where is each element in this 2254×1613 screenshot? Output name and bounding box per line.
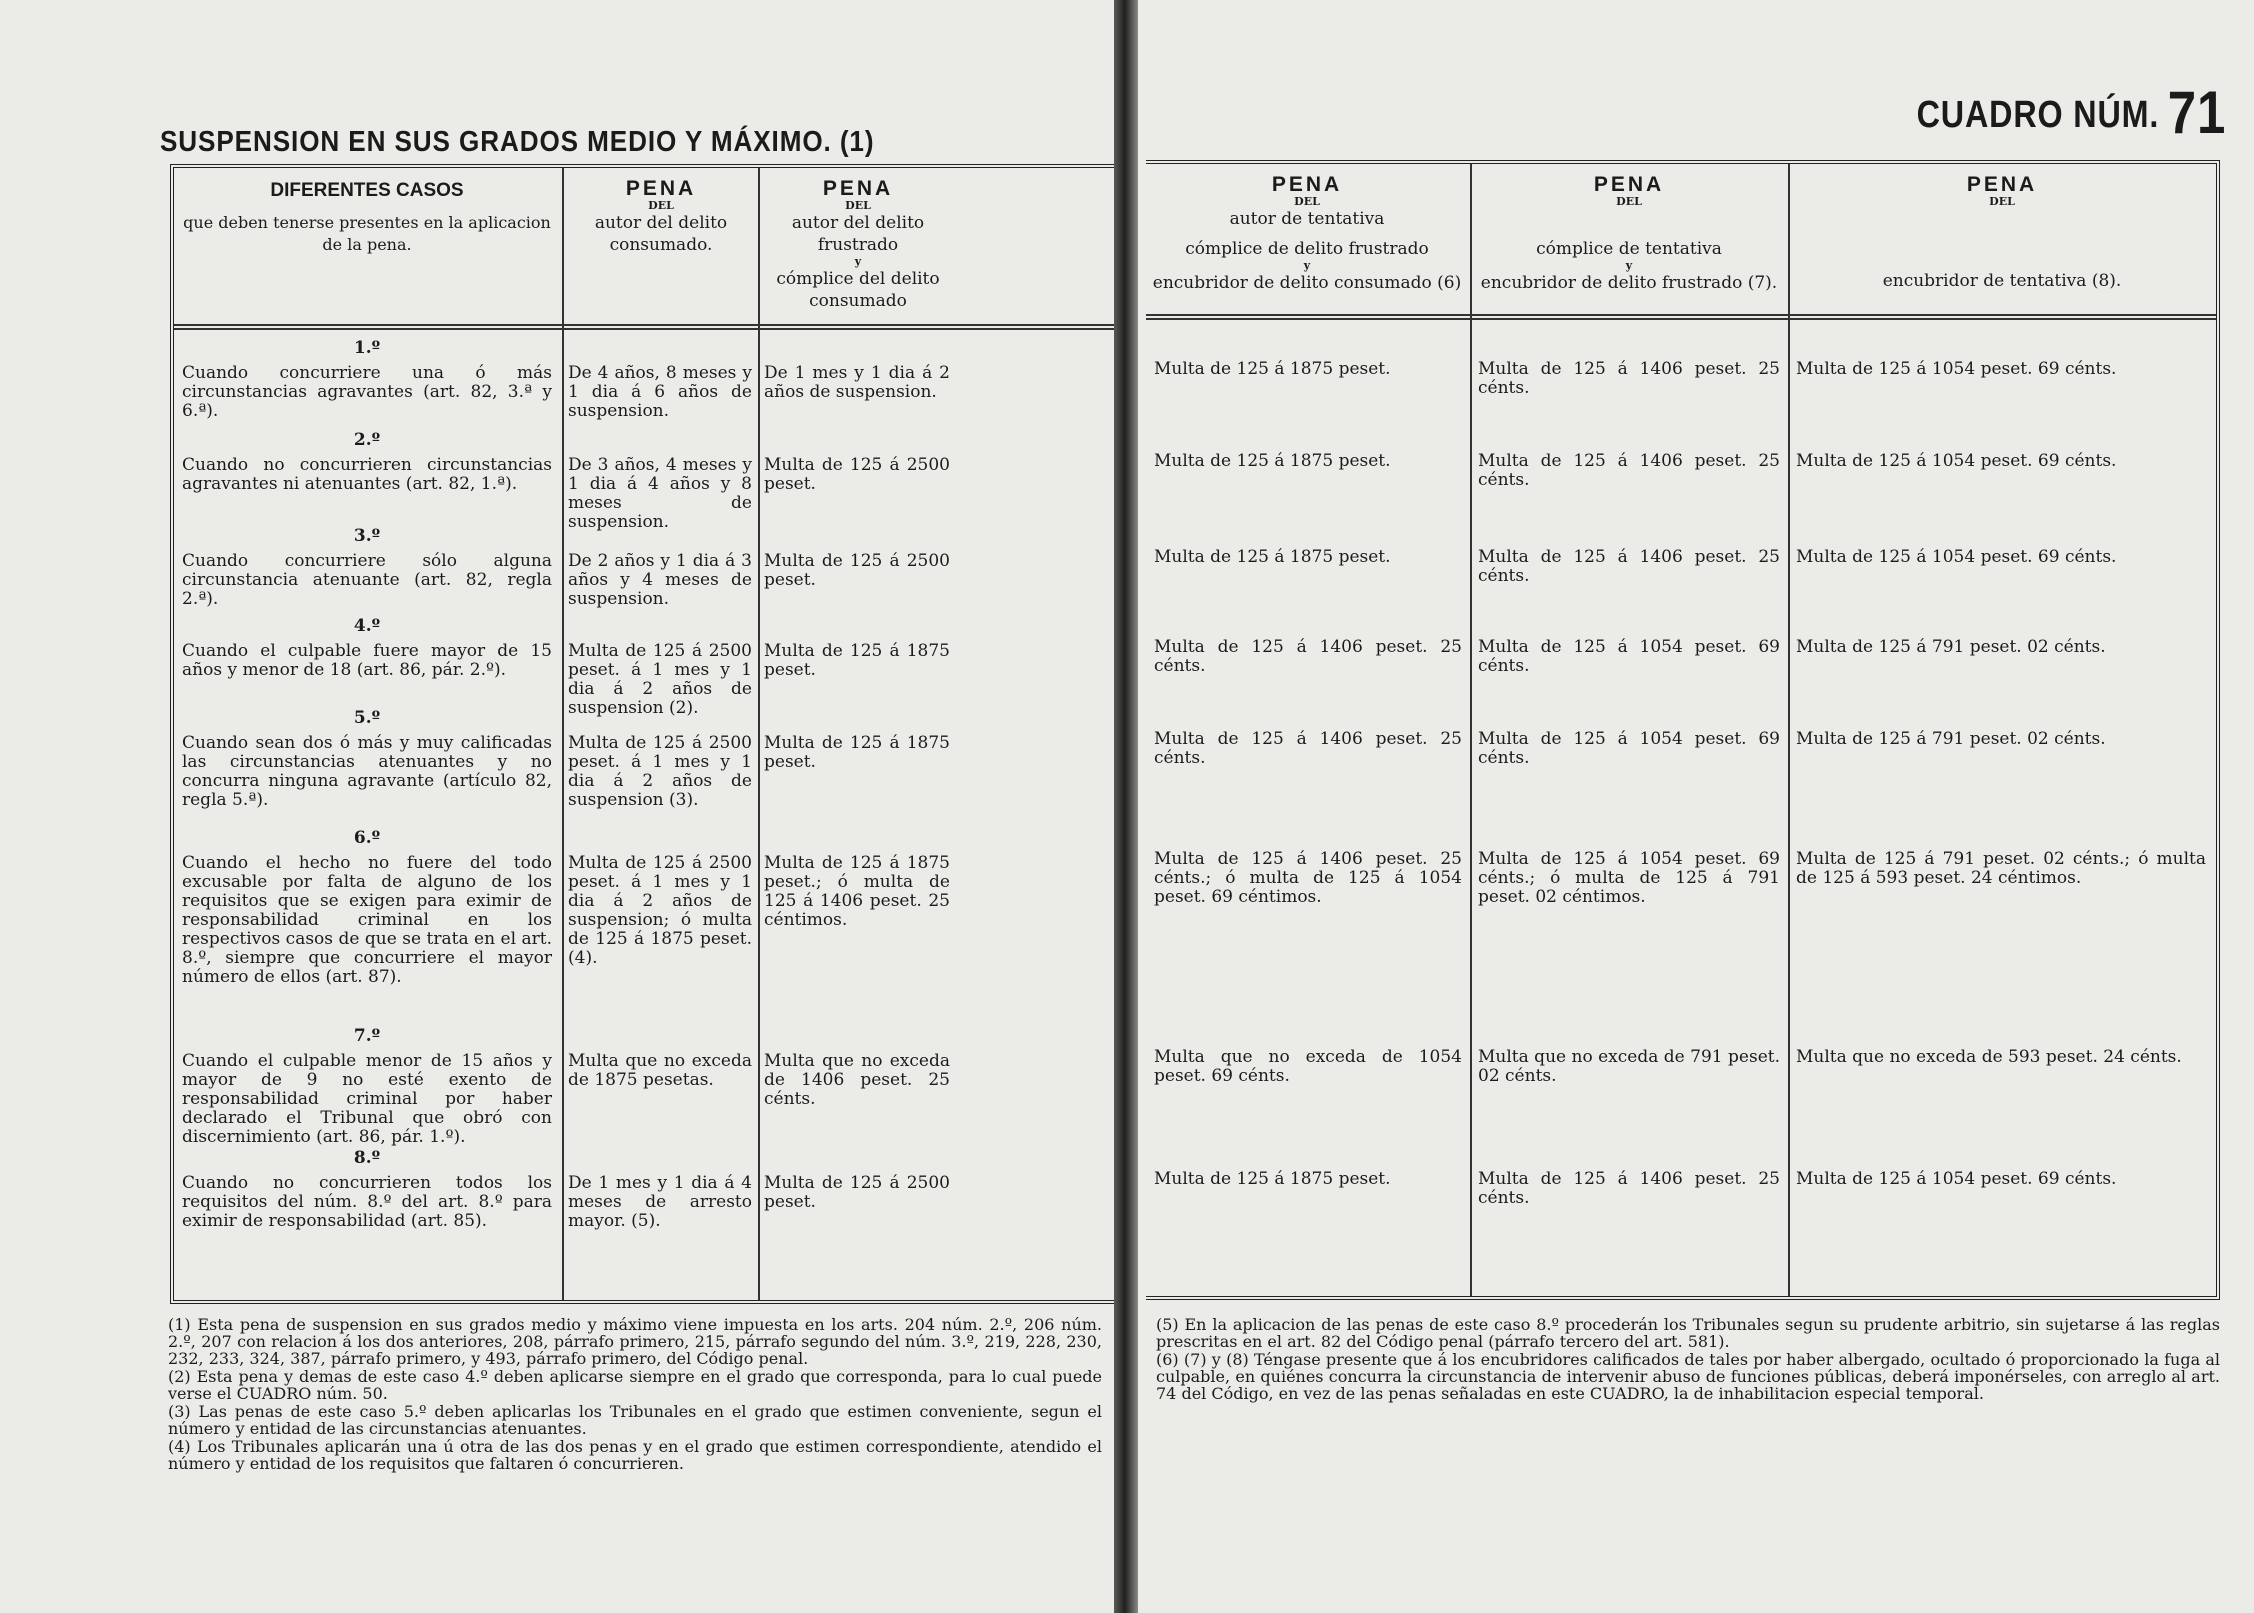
pena-autor-consumado: Multa de 125 á 2500 peset. á 1 mes y 1 dia á 2 años de suspension; ó multa de 125 á 1875 peset. (4).	[568, 853, 752, 968]
caso-description: Cuando el hecho no fuere del todo excusable por falta de alguno de los requisitos que se exigen para eximir de responsabilidad criminal en los respectivos casos de que se trata en el art. 8.º, siempre que concurriere el mayor número de ellos (art. 87).	[182, 853, 552, 987]
caso-description: Cuando concurriere sólo alguna circunstancia atenuante (art. 82, regla 2.ª).	[182, 551, 552, 609]
pena-autor-frustrado: Multa de 125 á 1875 peset.	[764, 733, 950, 772]
caso-number: 1.º	[353, 338, 381, 358]
pena-complice-tentativa: Multa de 125 á 1406 peset. 25 cénts.	[1478, 359, 1780, 398]
del-label: DEL	[648, 199, 674, 212]
pena-tentativa: Multa que no exceda de 1054 peset. 69 cénts.	[1154, 1047, 1462, 1086]
header-col2	[762, 178, 954, 312]
pena-label: PENA	[1271, 173, 1343, 196]
pena-autor-consumado: De 2 años y 1 dia á 3 años y 4 meses de suspension.	[568, 551, 752, 609]
pena-tentativa: Multa de 125 á 1406 peset. 25 cénts.	[1154, 637, 1462, 676]
page-title: SUSPENSION EN SUS GRADOS MEDIO Y MÁXIMO. (1)	[160, 126, 875, 158]
pena-encubridor-tentativa: Multa que no exceda de 593 peset. 24 cénts.	[1796, 1047, 2182, 1067]
pena-complice-tentativa: Multa de 125 á 1054 peset. 69 cénts.	[1478, 729, 1780, 768]
header-col4	[1472, 174, 1786, 294]
pena-autor-consumado: De 3 años, 4 meses y 1 dia á 4 años y 8 meses de suspension.	[568, 455, 752, 532]
pena-tentativa: Multa de 125 á 1406 peset. 25 cénts.	[1154, 729, 1462, 768]
pena-autor-frustrado: Multa de 125 á 1875 peset.	[764, 641, 950, 680]
left-page	[0, 0, 1114, 1613]
y-label: y	[854, 255, 862, 268]
pena-tentativa: Multa de 125 á 1406 peset. 25 cénts.; ó multa de 125 á 1054 peset. 69 céntimos.	[1154, 849, 1462, 907]
header-casos	[178, 180, 556, 256]
pena-encubridor-tentativa: Multa de 125 á 791 peset. 02 cénts.; ó multa de 125 á 593 peset. 24 céntimos.	[1796, 849, 2206, 888]
pena-autor-consumado: De 1 mes y 1 dia á 4 meses de arresto mayor. (5).	[568, 1173, 752, 1231]
caso-description: Cuando el culpable menor de 15 años y mayor de 9 no esté exento de responsabilidad criminal por haber declarado el Tribunal que obró con discernimiento (art. 86, pár. 1.º).	[182, 1051, 552, 1147]
y-label: y	[1303, 259, 1311, 272]
cuadro-num: 71	[2167, 79, 2226, 146]
penalty-table-left	[170, 164, 1114, 1304]
col1-label: autor del delito consumado.	[594, 213, 728, 255]
col3-label-c: encubridor de delito consumado (6)	[1152, 273, 1462, 293]
casos-subtitle: que deben tenerse presentes en la aplicacion de la pena.	[183, 213, 551, 254]
col3-label-b: cómplice de delito frustrado	[1185, 239, 1429, 259]
del-label: DEL	[1616, 195, 1642, 208]
del-label: DEL	[845, 199, 871, 212]
pena-autor-frustrado: Multa de 125 á 2500 peset.	[764, 1173, 950, 1212]
caso-number: 2.º	[353, 430, 381, 450]
col4-label-b: cómplice de tentativa	[1536, 239, 1722, 259]
footnote: (1) Esta pena de suspension en sus grados medio y máximo viene impuesta en los arts. 204 núm. 2.º, 206 núm. 2.º, 207 con relacion á los dos anteriores, 208, párrafo primero, 215, párrafo segundo del núm. 3.º, 219, 228, 230, 232, 233, 324, 387, párrafo primero, y 493, párrafo primero, del Código penal.	[168, 1315, 1102, 1368]
pena-complice-tentativa: Multa que no exceda de 791 peset. 02 cénts.	[1478, 1047, 1780, 1086]
col4-label-c: encubridor de delito frustrado (7).	[1480, 273, 1778, 293]
pena-autor-frustrado: De 1 mes y 1 dia á 2 años de suspension.	[764, 363, 950, 402]
penalty-table-right	[1146, 160, 2220, 1300]
caso-description: Cuando no concurrieren circunstancias agravantes ni atenuantes (art. 82, 1.ª).	[182, 455, 552, 494]
del-label: DEL	[1294, 195, 1320, 208]
pena-tentativa: Multa de 125 á 1875 peset.	[1154, 359, 1391, 379]
pena-label: PENA	[1593, 173, 1665, 196]
col2-label-a: autor del delito frustrado	[791, 213, 925, 255]
pena-encubridor-tentativa: Multa de 125 á 1054 peset. 69 cénts.	[1796, 1169, 2117, 1189]
caso-description: Cuando el culpable fuere mayor de 15 años y menor de 18 (art. 86, pár. 2.º).	[182, 641, 552, 680]
pena-label: PENA	[1966, 173, 2038, 196]
cuadro-label: CUADRO NÚM.	[1916, 94, 2160, 136]
col2-label-b: cómplice del delito consumado	[776, 269, 940, 311]
pena-tentativa: Multa de 125 á 1875 peset.	[1154, 1169, 1391, 1189]
pena-encubridor-tentativa: Multa de 125 á 1054 peset. 69 cénts.	[1796, 547, 2117, 567]
pena-encubridor-tentativa: Multa de 125 á 1054 peset. 69 cénts.	[1796, 359, 2117, 379]
footnote: (2) Esta pena y demas de este caso 4.º deben aplicarse siempre en el grado que corresponda, para lo cual puede verse el CUADRO núm. 50.	[168, 1367, 1102, 1403]
col3-label-a: autor de tentativa	[1229, 209, 1385, 229]
book-gutter	[1114, 0, 1138, 1613]
pena-encubridor-tentativa: Multa de 125 á 1054 peset. 69 cénts.	[1796, 451, 2117, 471]
cuadro-number	[1916, 72, 2226, 146]
pena-tentativa: Multa de 125 á 1875 peset.	[1154, 451, 1391, 471]
caso-number: 3.º	[353, 526, 381, 546]
pena-autor-frustrado: Multa que no exceda de 1406 peset. 25 cénts.	[764, 1051, 950, 1109]
pena-complice-tentativa: Multa de 125 á 1054 peset. 69 cénts.	[1478, 637, 1780, 676]
pena-encubridor-tentativa: Multa de 125 á 791 peset. 02 cénts.	[1796, 729, 2106, 749]
pena-complice-tentativa: Multa de 125 á 1406 peset. 25 cénts.	[1478, 451, 1780, 490]
caso-description: Cuando no concurrieren todos los requisitos del núm. 8.º del art. 8.º para eximir de responsabilidad (art. 85).	[182, 1173, 552, 1231]
pena-autor-frustrado: Multa de 125 á 1875 peset.; ó multa de 125 á 1406 peset. 25 céntimos.	[764, 853, 950, 930]
pena-autor-consumado: Multa de 125 á 2500 peset. á 1 mes y 1 dia á 2 años de suspension (3).	[568, 733, 752, 810]
pena-complice-tentativa: Multa de 125 á 1406 peset. 25 cénts.	[1478, 1169, 1780, 1208]
footnotes-left	[168, 1316, 1102, 1473]
caso-number: 6.º	[353, 828, 381, 848]
header-col5	[1790, 174, 2214, 292]
header-col3	[1146, 174, 1468, 294]
pena-tentativa: Multa de 125 á 1875 peset.	[1154, 547, 1391, 567]
caso-number: 7.º	[353, 1026, 381, 1046]
pena-label: PENA	[822, 177, 894, 200]
footnotes-right	[1156, 1316, 2220, 1403]
casos-title: DIFERENTES CASOS	[270, 180, 464, 201]
pena-complice-tentativa: Multa de 125 á 1406 peset. 25 cénts.	[1478, 547, 1780, 586]
footnote: (4) Los Tribunales aplicarán una ú otra de las dos penas y en el grado que estimen correspondiente, atendido el número y entidad de los requisitos que faltaren ó concurrieren.	[168, 1437, 1102, 1473]
footnote: (5) En la aplicacion de las penas de este caso 8.º procederán los Tribunales segun su prudente arbitrio, sin sujetarse á las reglas prescritas en el art. 82 del Código penal (párrafo tercero del art. 581).	[1156, 1315, 2220, 1351]
pena-complice-tentativa: Multa de 125 á 1054 peset. 69 cénts.; ó multa de 125 á 791 peset. 02 céntimos.	[1478, 849, 1780, 907]
pena-autor-consumado: Multa de 125 á 2500 peset. á 1 mes y 1 dia á 2 años de suspension (2).	[568, 641, 752, 718]
right-page	[1138, 0, 2254, 1613]
header-col1	[566, 178, 756, 256]
pena-autor-consumado: Multa que no exceda de 1875 pesetas.	[568, 1051, 752, 1090]
caso-number: 4.º	[353, 616, 381, 636]
caso-description: Cuando sean dos ó más y muy calificadas las circunstancias atenuantes y no concurra ninguna agravante (artículo 82, regla 5.ª).	[182, 733, 552, 810]
footnote: (6) (7) y (8) Téngase presente que á los encubridores calificados de tales por haber albergado, ocultado ó proporcionado la fuga al culpable, en quiénes concurra la circunstancia de intervenir abuso de funciones públicas, deberá imponérseles, con arreglo al art. 74 del Código, en vez de las penas señaladas en este CUADRO, la de inhabilitacion especial temporal.	[1156, 1350, 2220, 1403]
caso-number: 8.º	[353, 1148, 381, 1168]
caso-description: Cuando concurriere una ó más circunstancias agravantes (art. 82, 3.ª y 6.ª).	[182, 363, 552, 421]
pena-autor-frustrado: Multa de 125 á 2500 peset.	[764, 455, 950, 494]
pena-autor-consumado: De 4 años, 8 meses y 1 dia á 6 años de suspension.	[568, 363, 752, 421]
footnote: (3) Las penas de este caso 5.º deben aplicarlas los Tribunales en el grado que estimen conveniente, segun el número y entidad de las circunstancias atenuantes.	[168, 1402, 1102, 1438]
col5-label-c: encubridor de tentativa (8).	[1882, 271, 2122, 291]
pena-autor-frustrado: Multa de 125 á 2500 peset.	[764, 551, 950, 590]
del-label: DEL	[1989, 195, 2015, 208]
caso-number: 5.º	[353, 708, 381, 728]
y-label: y	[1625, 259, 1633, 272]
pena-encubridor-tentativa: Multa de 125 á 791 peset. 02 cénts.	[1796, 637, 2106, 657]
pena-label: PENA	[625, 177, 697, 200]
